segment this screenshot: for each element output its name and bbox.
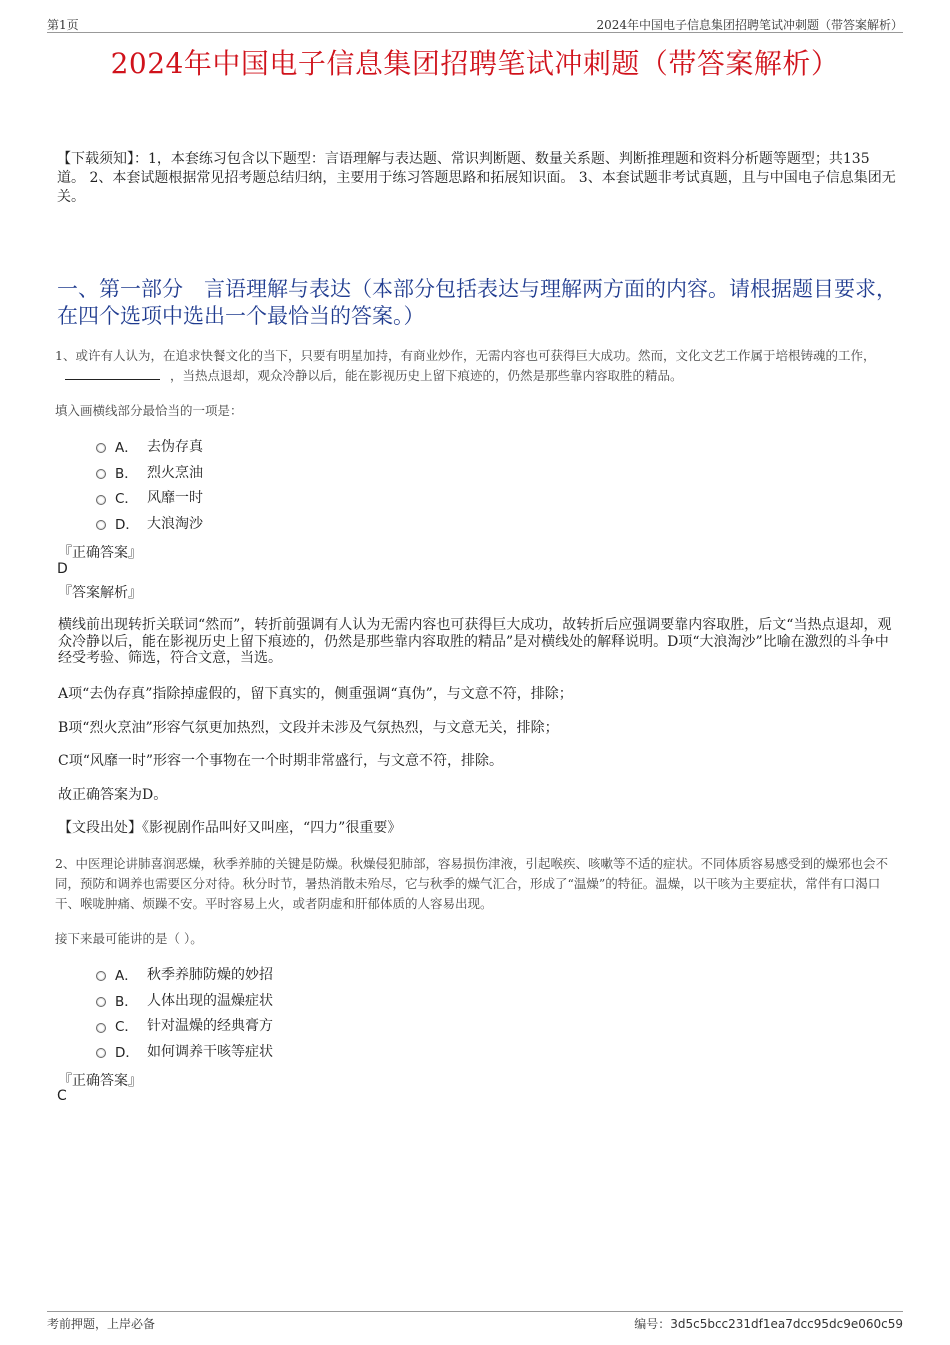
radio-button[interactable]: [96, 469, 106, 479]
question-2-option-b[interactable]: B． 人体出现的温燥症状: [96, 987, 273, 1013]
analysis-paragraph: 横线前出现转折关联词“然而”，转折前强调有人认为无需内容也可获得巨大成功，故转折后应强调要靠内容取胜，后文“当热点退却，观众冷静以后，能在影视历史上留下痕迹的，仍然是那些靠内容取胜的精品”是对横线处的解释说明。D项“大浪淘沙”比喻在激烈的斗争中经受考验、筛选，符合文意，当选。: [58, 617, 892, 666]
analysis-conclusion: 故正确答案为D。: [58, 787, 168, 803]
analysis-paragraph: B项“烈火烹油”形容气氛更加热烈，文段并未涉及气氛热烈，与文意无关，排除；: [58, 720, 559, 736]
question-1-prompt: 填入画横线部分最恰当的一项是：: [55, 403, 243, 418]
question-1-option-c[interactable]: C． 风靡一时: [96, 484, 203, 510]
radio-button[interactable]: [96, 1023, 106, 1033]
question-2-answer: C: [57, 1088, 67, 1104]
radio-button[interactable]: [96, 997, 106, 1007]
page-header: [47, 14, 903, 33]
question-1-options: [96, 433, 203, 536]
footer-code-value: 3d5c5bcc231df1ea7dcc95dc9e060c59: [670, 1317, 903, 1331]
page-title: 2024年中国电子信息集团招聘笔试冲刺题（带答案解析）: [110, 47, 840, 80]
question-2-option-c[interactable]: C． 针对温燥的经典膏方: [96, 1012, 273, 1038]
question-2-options: [96, 961, 273, 1064]
footer-slogan: 考前押题，上岸必备: [47, 1317, 156, 1331]
question-2-option-d[interactable]: D． 如何调养干咳等症状: [96, 1038, 273, 1064]
analysis-paragraph: A项“去伪存真”指除掉虚假的，留下真实的，侧重强调“真伪”，与文意不符，排除；: [58, 686, 573, 702]
radio-button[interactable]: [96, 1048, 106, 1058]
radio-button[interactable]: [96, 971, 106, 981]
footer-doc-code: [634, 1315, 903, 1332]
question-2-stem: 2、中医理论讲肺喜润恶燥，秋季养肺的关键是防燥。秋燥侵犯肺部，容易损伤津液，引起喉疾、咳嗽等不适的症状。不同体质容易感受到的燥邪也会不同，预防和调养也需要区分对待。秋分时节，暑热消散未殆尽，它与秋季的燥气汇合，形成了“温燥”的特征。温燥，以干咳为主要症状，常伴有口渴口干、喉咙肿痛、烦躁不安。平时容易上火，或者阴虚和肝郁体质的人容易出现。: [55, 856, 888, 911]
section-heading: 一、第一部分 言语理解与表达（本部分包括表达与理解两方面的内容。请根据题目要求，在四个选项中选出一个最恰当的答案。）: [57, 277, 897, 328]
footer-code-label: 编号：: [634, 1317, 671, 1331]
question-1-option-a[interactable]: A． 去伪存真: [96, 433, 203, 459]
question-1-stem-start: 1、或许有人认为，在追求快餐文化的当下，只要有明星加持，有商业炒作，无需内容也可获得巨大成功。然而，文化文艺工作属于培根铸魂的工作，: [55, 348, 876, 363]
analysis-paragraph: C项“风靡一时”形容一个事物在一个时期非常盛行，与文意不符，排除。: [58, 753, 504, 769]
download-notice: 【下载须知】：1，本套练习包含以下题型：言语理解与表达题、常识判断题、数量关系题、判断推理题和资料分析题等题型；共135道。 2、本套试题根据常见招考题总结归纳，主要用于练习答题思路和拓展知识面。 3、本套试题非考试真题，且与中国电子信息集团无关。: [57, 151, 896, 205]
radio-button[interactable]: [96, 520, 106, 530]
header-doc-title: 2024年中国电子信息集团招聘笔试冲刺题（带答案解析）: [596, 18, 903, 32]
fill-blank: [65, 367, 160, 380]
question-1-option-d[interactable]: D． 大浪淘沙: [96, 510, 203, 536]
question-1-answer-label: 『正确答案』: [58, 545, 142, 561]
question-2-answer-label: 『正确答案』: [58, 1073, 142, 1089]
radio-button[interactable]: [96, 443, 106, 453]
question-1-option-b[interactable]: B． 烈火烹油: [96, 459, 203, 485]
question-1-answer: D: [57, 561, 68, 577]
question-2-option-a[interactable]: A． 秋季养肺防燥的妙招: [96, 961, 273, 987]
radio-button[interactable]: [96, 495, 106, 505]
question-1-stem-end: ，当热点退却，观众冷静以后，能在影视历史上留下痕迹的，仍然是那些靠内容取胜的精品。: [170, 368, 683, 383]
question-1-analysis-label: 『答案解析』: [58, 585, 142, 601]
question-1-stem: [55, 346, 900, 386]
page-number: 第1页: [47, 18, 79, 32]
page-footer: [47, 1311, 903, 1330]
question-2-prompt: 接下来最可能讲的是（ ）。: [55, 931, 203, 946]
analysis-source: 【文段出处】《影视剧作品叫好又叫座，“四力”很重要》: [58, 820, 402, 836]
